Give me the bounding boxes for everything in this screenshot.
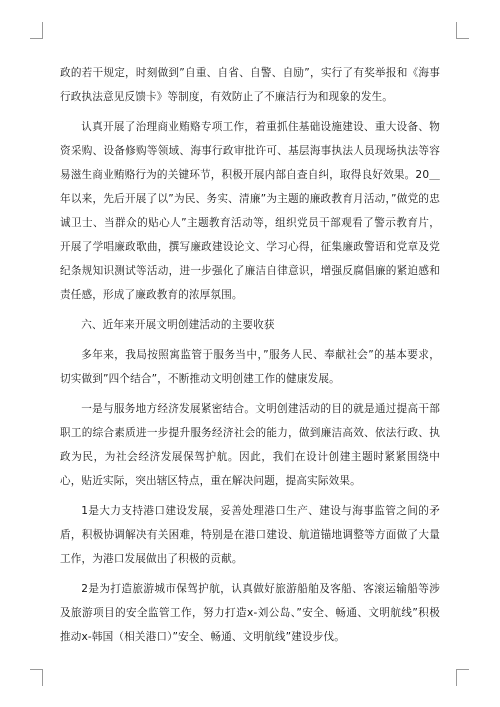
paragraph-overview: 多年来，我局按照寓监管于服务当中，”服务人民、奉献社会”的基本要求，切实做到”四个结合”，不断推动文明创建工作的健康发展。	[60, 349, 440, 385]
paragraph-economic-service: 一是与服务地方经济发展紧密结合。文明创建活动的目的就是通过提高干部职工的综合素质进一步提升服务经济社会的能力，做到廉洁高效、依法行政、执政为民，为社会经济发展保驾护航。因此，我们在设计创建主题时紧紧围绕中心，贴近实际，突出辖区特点，重在解决问题，提高实际效果。	[60, 403, 440, 487]
paragraph-anti-bribery: 认真开展了治理商业贿赂专项工作，着重抓住基础设施建设、重大设备、物资采购、设备修购等领域、海事行政审批许可、基层海事执法人员现场执法等容易滋生商业贿赂行为的关键环节，积极开展内部自查自纠，取得良好效果。20＿年以来，先后开展了以”为民、务实、清廉”为主题的廉政教育月活动，”做党的忠诚卫士、当群众的贴心人”主题教育活动等，组织党员干部观看了警示教育片，开展了学唱廉政歌曲，撰写廉政建设论文、学习心得，征集廉政警语和党章及党纪条规知识测试等活动，进一步强化了廉洁自律意识，增强反腐倡廉的紧迫感和责任感，形成了廉政教育的浓厚氛围。	[60, 121, 440, 301]
crop-mark-top-right	[456, 22, 469, 39]
paragraph-port-support: 1是大力支持港口建设发展，妥善处理港口生产、建设与海事监管之间的矛盾，积极协调解决有关困难，特别是在港口建设、航道锚地调整等方面做了大量工作，为港口发展做出了积极的贡献。	[60, 505, 440, 565]
document-body	[60, 61, 440, 655]
paragraph-tourism-support: 2是为打造旅游城市保驾护航，认真做好旅游船舶及客船、客滚运输船等涉及旅游项目的安全监管工作，努力打造x-刘公岛、”安全、畅通、文明航线”积极推动x-韩国（相关港口）”安全、畅通、文明航线”建设步伐。	[60, 583, 440, 643]
section-heading: 六、近年来开展文明创建活动的主要收获	[81, 319, 275, 331]
paragraph-continuation: 政的若干规定，时刻做到”自重、自省、自警、自励”，实行了有奖举报和《海事行政执法意见反馈卡》等制度，有效防止了不廉洁行为和现象的发生。	[60, 67, 440, 103]
crop-mark-top-left	[30, 22, 43, 39]
crop-mark-bottom-left	[30, 669, 43, 686]
crop-mark-bottom-right	[456, 669, 469, 686]
